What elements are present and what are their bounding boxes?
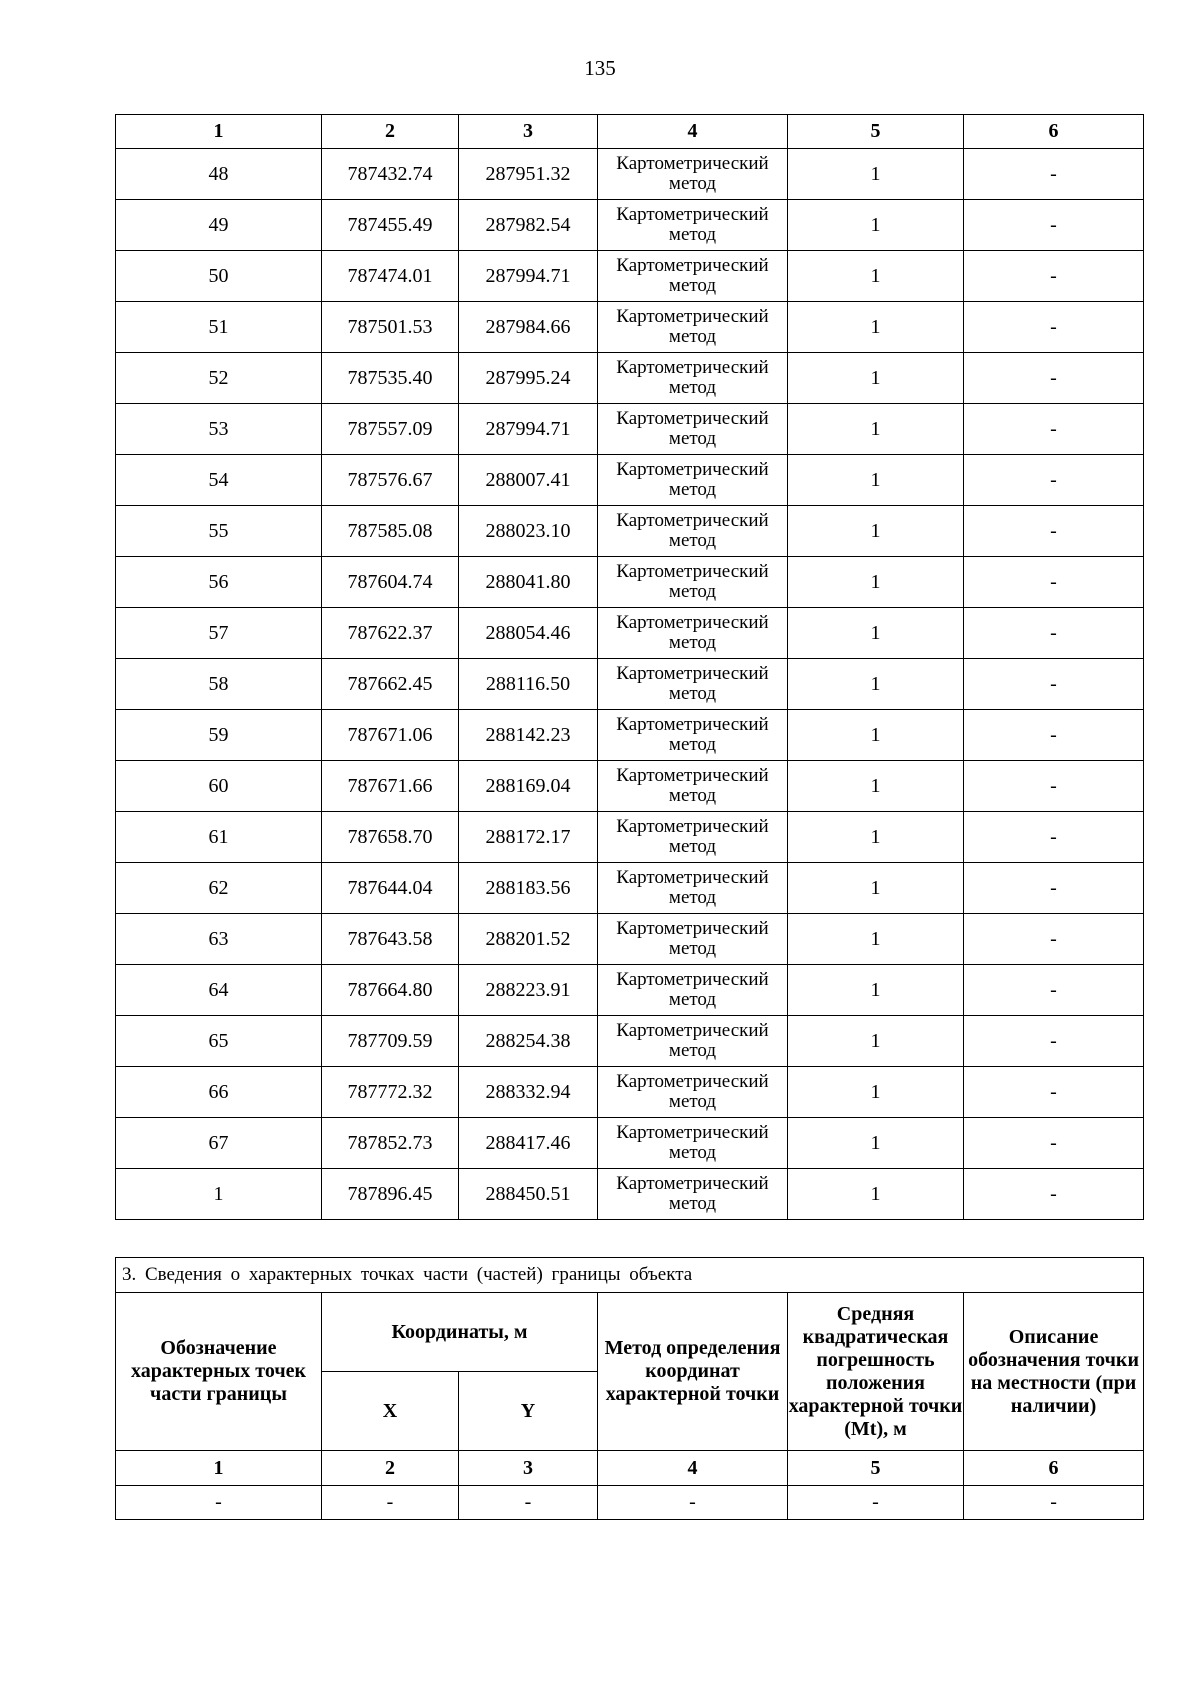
method-cell [598, 1016, 788, 1067]
accuracy-cell: 1 [788, 353, 964, 404]
column-number: 6 [964, 1451, 1144, 1486]
y-coordinate-cell: 288332.94 [459, 1067, 598, 1118]
table-row [116, 1118, 1144, 1169]
point-number-cell: 50 [116, 251, 322, 302]
y-coordinate-cell: 288116.50 [459, 659, 598, 710]
column-number: 2 [322, 1451, 459, 1486]
table-row [116, 914, 1144, 965]
method-cell [598, 353, 788, 404]
x-coordinate-cell: 787535.40 [322, 353, 459, 404]
column-number: 4 [598, 1451, 788, 1486]
description-cell: - [964, 1016, 1144, 1067]
method-text-line1: Картометрический [616, 867, 769, 888]
method-text-line2: метод [668, 836, 717, 857]
method-text-line1: Картометрический [616, 510, 769, 531]
method-text-line2: метод [668, 683, 717, 704]
method-text-line1: Картометрический [616, 357, 769, 378]
point-number-cell: 49 [116, 200, 322, 251]
method-cell [598, 506, 788, 557]
description-cell: - [964, 557, 1144, 608]
boundary-points-table-body [116, 115, 1144, 1220]
column-number: 3 [459, 1451, 598, 1486]
point-number-cell: 52 [116, 353, 322, 404]
description-cell: - [964, 761, 1144, 812]
method-text-line1: Картометрический [616, 765, 769, 786]
point-number-cell: 59 [116, 710, 322, 761]
empty-cell: - [459, 1486, 598, 1520]
column-number: 2 [322, 115, 459, 149]
table-row [116, 1067, 1144, 1118]
method-text-line1: Картометрический [616, 969, 769, 990]
x-coordinate-cell: 787643.58 [322, 914, 459, 965]
table-row [116, 812, 1144, 863]
header-accuracy: Средняя квадратическая погрешность положения характерной точки (Mt), м [788, 1293, 964, 1451]
table-row [116, 1169, 1144, 1220]
table-row [116, 863, 1144, 914]
empty-cell: - [322, 1486, 459, 1520]
y-coordinate-cell: 288201.52 [459, 914, 598, 965]
accuracy-cell: 1 [788, 761, 964, 812]
description-cell: - [964, 1118, 1144, 1169]
boundary-points-table [115, 114, 1144, 1220]
method-text-line1: Картометрический [616, 408, 769, 429]
x-coordinate-cell: 787432.74 [322, 149, 459, 200]
point-number-cell: 55 [116, 506, 322, 557]
method-text-line2: метод [668, 428, 717, 449]
accuracy-cell: 1 [788, 965, 964, 1016]
table-row [116, 761, 1144, 812]
table-row [116, 455, 1144, 506]
method-text-line2: метод [668, 734, 717, 755]
table-row [116, 1016, 1144, 1067]
table-row [116, 149, 1144, 200]
method-text-line2: метод [668, 530, 717, 551]
accuracy-cell: 1 [788, 404, 964, 455]
point-number-cell: 53 [116, 404, 322, 455]
table-row [116, 353, 1144, 404]
description-cell: - [964, 149, 1144, 200]
description-cell: - [964, 455, 1144, 506]
point-number-cell: 61 [116, 812, 322, 863]
y-coordinate-cell: 287951.32 [459, 149, 598, 200]
x-coordinate-cell: 787644.04 [322, 863, 459, 914]
method-cell [598, 404, 788, 455]
column-number: 1 [116, 1451, 322, 1486]
method-text-line2: метод [668, 479, 717, 500]
method-text-line1: Картометрический [616, 1122, 769, 1143]
description-cell: - [964, 863, 1144, 914]
method-text-line1: Картометрический [616, 612, 769, 633]
empty-cell: - [116, 1486, 322, 1520]
point-number-cell: 51 [116, 302, 322, 353]
point-number-cell: 54 [116, 455, 322, 506]
method-cell [598, 149, 788, 200]
x-coordinate-cell: 787474.01 [322, 251, 459, 302]
header-designation: Обозначение характерных точек части границы [116, 1293, 322, 1451]
y-coordinate-cell: 288169.04 [459, 761, 598, 812]
table-row [116, 1486, 1144, 1520]
column-number-row [116, 115, 1144, 149]
description-cell: - [964, 914, 1144, 965]
point-number-cell: 48 [116, 149, 322, 200]
accuracy-cell: 1 [788, 1169, 964, 1220]
method-text-line2: метод [668, 173, 717, 194]
y-coordinate-cell: 287994.71 [459, 251, 598, 302]
method-text-line2: метод [668, 1040, 717, 1061]
y-coordinate-cell: 288041.80 [459, 557, 598, 608]
method-cell [598, 965, 788, 1016]
x-coordinate-cell: 787622.37 [322, 608, 459, 659]
x-coordinate-cell: 787664.80 [322, 965, 459, 1016]
point-number-cell: 62 [116, 863, 322, 914]
x-coordinate-cell: 787852.73 [322, 1118, 459, 1169]
description-cell: - [964, 353, 1144, 404]
method-cell [598, 659, 788, 710]
part-boundary-points-table [115, 1257, 1144, 1520]
table-row [116, 506, 1144, 557]
method-text-line2: метод [668, 632, 717, 653]
column-number: 6 [964, 115, 1144, 149]
method-text-line2: метод [668, 224, 717, 245]
method-text-line2: метод [668, 326, 717, 347]
table-row [116, 557, 1144, 608]
method-cell [598, 1118, 788, 1169]
description-cell: - [964, 659, 1144, 710]
point-number-cell: 64 [116, 965, 322, 1016]
description-cell: - [964, 812, 1144, 863]
header-row [116, 1293, 1144, 1372]
y-coordinate-cell: 288450.51 [459, 1169, 598, 1220]
y-coordinate-cell: 287984.66 [459, 302, 598, 353]
x-coordinate-cell: 787772.32 [322, 1067, 459, 1118]
description-cell: - [964, 608, 1144, 659]
y-coordinate-cell: 288054.46 [459, 608, 598, 659]
method-text-line1: Картометрический [616, 1173, 769, 1194]
x-coordinate-cell: 787709.59 [322, 1016, 459, 1067]
accuracy-cell: 1 [788, 1016, 964, 1067]
y-coordinate-cell: 288183.56 [459, 863, 598, 914]
method-text-line1: Картометрический [616, 1071, 769, 1092]
method-text-line1: Картометрический [616, 663, 769, 684]
method-text-line1: Картометрический [616, 153, 769, 174]
y-coordinate-cell: 288223.91 [459, 965, 598, 1016]
method-text-line2: метод [668, 1142, 717, 1163]
column-number-row [116, 1451, 1144, 1486]
accuracy-cell: 1 [788, 149, 964, 200]
point-number-cell: 60 [116, 761, 322, 812]
column-number: 1 [116, 115, 322, 149]
point-number-cell: 57 [116, 608, 322, 659]
y-coordinate-cell: 288023.10 [459, 506, 598, 557]
y-coordinate-cell: 288417.46 [459, 1118, 598, 1169]
point-number-cell: 67 [116, 1118, 322, 1169]
method-text-line2: метод [668, 1193, 717, 1214]
method-cell [598, 761, 788, 812]
accuracy-cell: 1 [788, 710, 964, 761]
accuracy-cell: 1 [788, 455, 964, 506]
accuracy-cell: 1 [788, 1067, 964, 1118]
point-number-cell: 1 [116, 1169, 322, 1220]
table-row [116, 965, 1144, 1016]
accuracy-cell: 1 [788, 659, 964, 710]
description-cell: - [964, 506, 1144, 557]
method-text-line1: Картометрический [616, 918, 769, 939]
point-number-cell: 66 [116, 1067, 322, 1118]
accuracy-cell: 1 [788, 608, 964, 659]
table-row [116, 710, 1144, 761]
accuracy-cell: 1 [788, 914, 964, 965]
method-text-line2: метод [668, 938, 717, 959]
table-row [116, 302, 1144, 353]
method-cell [598, 557, 788, 608]
y-coordinate-cell: 288254.38 [459, 1016, 598, 1067]
point-number-cell: 58 [116, 659, 322, 710]
y-coordinate-cell: 287995.24 [459, 353, 598, 404]
accuracy-cell: 1 [788, 863, 964, 914]
x-coordinate-cell: 787557.09 [322, 404, 459, 455]
description-cell: - [964, 251, 1144, 302]
column-number: 3 [459, 115, 598, 149]
method-text-line1: Картометрический [616, 816, 769, 837]
table-row [116, 251, 1144, 302]
table-row [116, 608, 1144, 659]
x-coordinate-cell: 787658.70 [322, 812, 459, 863]
method-cell [598, 1067, 788, 1118]
header-x: X [322, 1372, 459, 1451]
description-cell: - [964, 1067, 1144, 1118]
y-coordinate-cell: 287982.54 [459, 200, 598, 251]
accuracy-cell: 1 [788, 1118, 964, 1169]
description-cell: - [964, 1169, 1144, 1220]
accuracy-cell: 1 [788, 302, 964, 353]
y-coordinate-cell: 288142.23 [459, 710, 598, 761]
x-coordinate-cell: 787455.49 [322, 200, 459, 251]
method-text-line2: метод [668, 785, 717, 806]
method-cell [598, 302, 788, 353]
page-number: 135 [584, 56, 616, 80]
y-coordinate-cell: 287994.71 [459, 404, 598, 455]
method-cell [598, 455, 788, 506]
x-coordinate-cell: 787671.66 [322, 761, 459, 812]
method-text-line1: Картометрический [616, 1020, 769, 1041]
method-text-line1: Картометрический [616, 561, 769, 582]
point-number-cell: 56 [116, 557, 322, 608]
x-coordinate-cell: 787501.53 [322, 302, 459, 353]
header-description: Описание обозначения точки на местности (при наличии) [964, 1293, 1144, 1451]
method-cell [598, 251, 788, 302]
column-number: 5 [788, 1451, 964, 1486]
method-text-line2: метод [668, 377, 717, 398]
method-text-line2: метод [668, 581, 717, 602]
x-coordinate-cell: 787604.74 [322, 557, 459, 608]
table-row [116, 404, 1144, 455]
description-cell: - [964, 965, 1144, 1016]
x-coordinate-cell: 787896.45 [322, 1169, 459, 1220]
method-cell [598, 914, 788, 965]
empty-cell: - [964, 1486, 1144, 1520]
method-cell [598, 863, 788, 914]
x-coordinate-cell: 787662.45 [322, 659, 459, 710]
header-coordinates: Координаты, м [322, 1293, 598, 1372]
accuracy-cell: 1 [788, 200, 964, 251]
method-cell [598, 710, 788, 761]
empty-cell: - [598, 1486, 788, 1520]
description-cell: - [964, 710, 1144, 761]
x-coordinate-cell: 787671.06 [322, 710, 459, 761]
method-cell [598, 812, 788, 863]
section-title-row [116, 1258, 1144, 1293]
method-cell [598, 1169, 788, 1220]
accuracy-cell: 1 [788, 812, 964, 863]
method-text-line2: метод [668, 275, 717, 296]
header-y: Y [459, 1372, 598, 1451]
y-coordinate-cell: 288007.41 [459, 455, 598, 506]
method-text-line1: Картометрический [616, 255, 769, 276]
accuracy-cell: 1 [788, 557, 964, 608]
method-text-line1: Картометрический [616, 204, 769, 225]
x-coordinate-cell: 787585.08 [322, 506, 459, 557]
table-row [116, 659, 1144, 710]
method-text-line1: Картометрический [616, 459, 769, 480]
method-text-line2: метод [668, 989, 717, 1010]
description-cell: - [964, 200, 1144, 251]
section-title: 3. Сведения о характерных точках части (частей) границы объекта [116, 1258, 1144, 1293]
empty-cell: - [788, 1486, 964, 1520]
accuracy-cell: 1 [788, 251, 964, 302]
method-text-line1: Картометрический [616, 714, 769, 735]
method-cell [598, 200, 788, 251]
x-coordinate-cell: 787576.67 [322, 455, 459, 506]
column-number: 4 [598, 115, 788, 149]
description-cell: - [964, 302, 1144, 353]
method-text-line1: Картометрический [616, 306, 769, 327]
point-number-cell: 63 [116, 914, 322, 965]
y-coordinate-cell: 288172.17 [459, 812, 598, 863]
column-number: 5 [788, 115, 964, 149]
method-text-line2: метод [668, 1091, 717, 1112]
header-method: Метод определения координат характерной точки [598, 1293, 788, 1451]
method-text-line2: метод [668, 887, 717, 908]
point-number-cell: 65 [116, 1016, 322, 1067]
table-row [116, 200, 1144, 251]
description-cell: - [964, 404, 1144, 455]
accuracy-cell: 1 [788, 506, 964, 557]
method-cell [598, 608, 788, 659]
